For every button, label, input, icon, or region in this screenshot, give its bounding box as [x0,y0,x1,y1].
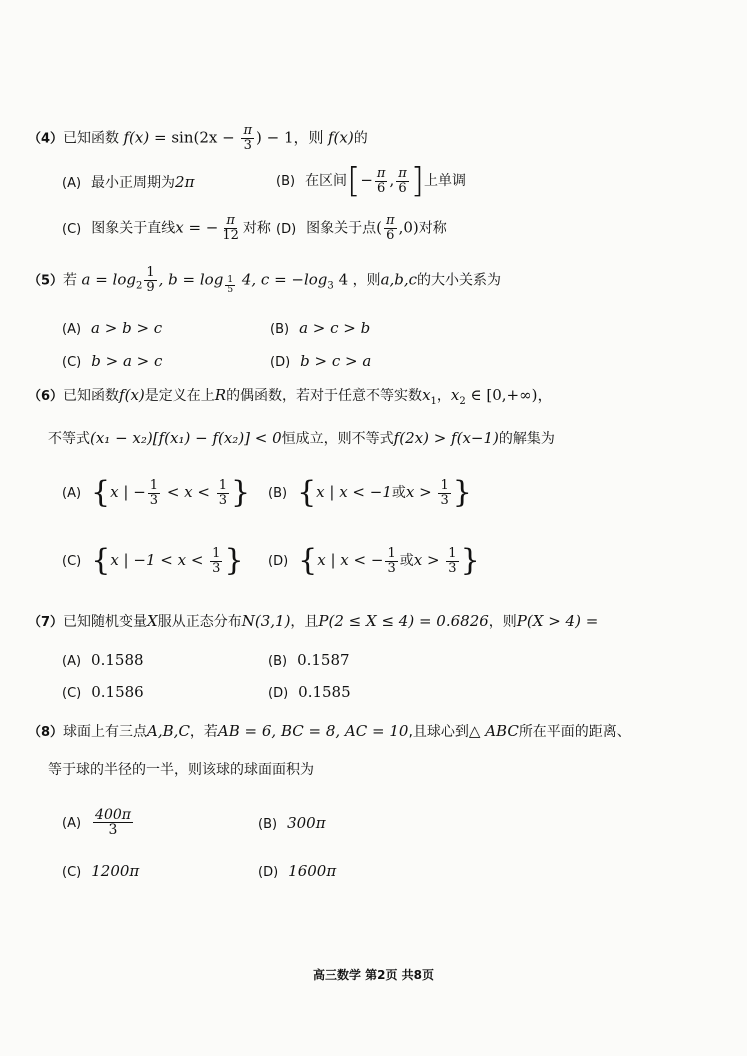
q8-number: （8） [28,725,64,740]
q5-option-d: (D) b > c > a [270,352,372,370]
q8-option-d: (D) 1600π [258,862,337,880]
q5-option-a: (A) a > b > c [62,319,163,337]
q5-stem: （5）若 $a = \log_2$ $\frac{1}{9}$ , b = log $_{\frac{1}{5}}$ 4, $c = -\log_3$ 4 ，则a,b,c的大小关系为 [28,265,502,296]
q8-line2: 等于球的半径的一半，则该球的球面面积为 [48,762,314,778]
q4-option-b: (B) 在区间[− $\frac{\pi}{6}$ , $\frac{\pi}{6}$ ]上单调 [276,161,467,201]
q7-option-c: (C) 0.1586 [62,683,144,701]
q4-number: （4） [28,131,64,147]
q7-option-b: (B) 0.1587 [268,651,350,669]
q5-option-b: (B) a > c > b [270,319,371,337]
q4-stem: （4）已知函数 f(x) = sin(2x − $\frac{\pi}{3}$ ) − 1，则 f(x)的 [28,123,368,153]
q4-option-c: (C) 图象关于直线x = − $\frac{\pi}{12}$ 对称 [62,213,271,243]
q6-option-c: (C) {x | −1 < x < $\frac{1}{3}$ } [62,543,244,578]
q8-option-a: (A) $\frac{400\pi}{3}$ [62,807,131,838]
q6-number: （6） [28,389,64,404]
q4-option-d: (D) 图象关于点( $\frac{\pi}{6}$ ,0)对称 [276,213,447,243]
q5-option-c: (C) b > a > c [62,352,163,370]
q5-number: （5） [28,273,64,289]
q6-option-d: (D) {x | x < − $\frac{1}{3}$ 或x > $\frac{1}{3}$ } [268,543,480,578]
q4-option-a: (A) 最小正周期为2π [62,173,195,191]
q8-option-b: (B) 300π [258,814,326,832]
q7-number: （7） [28,615,64,630]
q7-option-d: (D) 0.1585 [268,683,351,701]
page-footer: 高三数学 第2页 共8页 [312,968,435,982]
q8-stem: （8）球面上有三点A,B,C，若AB = 6, BC = 8, AC = 10,且球心到△ ABC所在平面的距离、 [28,722,631,740]
q8-option-c: (C) 1200π [62,862,140,880]
q7-stem: （7）已知随机变量X服从正态分布N(3,1)，且P(2 ≤ X ≤ 4) = 0.6826，则P(X > 4) = [28,612,599,630]
q6-stem: （6）已知函数f(x)是定义在上R的偶函数，若对于任意不等实数$x_1$，$x_2$ ∈ [0,+∞)， [28,386,553,407]
q6-option-b: (B) {x | x < −1或x > $\frac{1}{3}$ } [268,475,472,510]
q6-option-a: (A) {x | − $\frac{1}{3}$ < x < $\frac{1}{3}$ } [62,475,251,510]
q6-line2: 不等式(x₁ − x₂)[f(x₁) − f(x₂)] < 0恒成立，则不等式f(2x) > f(x−1)的解集为 [48,429,555,447]
q7-option-a: (A) 0.1588 [62,651,144,669]
